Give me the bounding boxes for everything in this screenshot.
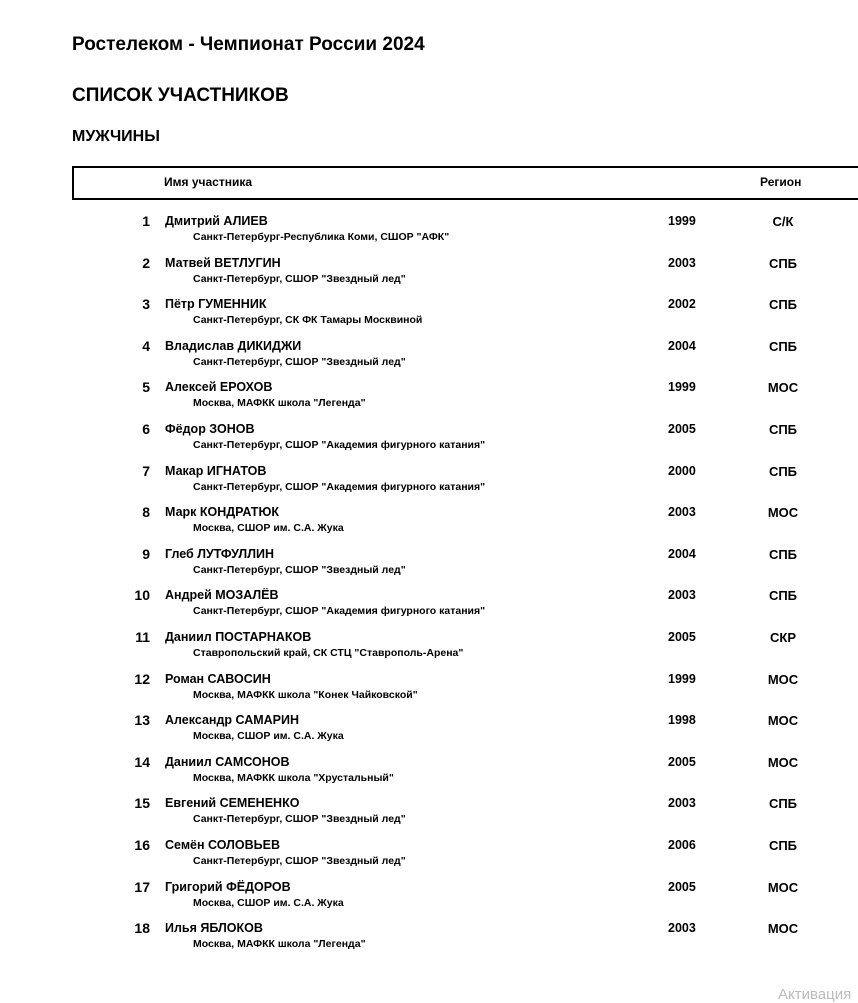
participant-club: Москва, СШОР им. С.А. Жука: [193, 896, 344, 909]
participant-birth-year: 2005: [668, 754, 696, 769]
participant-club: Санкт-Петербург, СШОР "Академия фигурного катания": [193, 438, 486, 451]
participant-row: [0, 338, 858, 380]
participant-club: Москва, МАФКК школа "Легенда": [193, 397, 366, 410]
participant-row: [0, 920, 858, 962]
participant-club: Санкт-Петербург, СК ФК Тамары Москвиной: [193, 314, 423, 327]
header-name-column: Имя участника: [164, 175, 253, 189]
participant-club: Москва, СШОР им. С.А. Жука: [193, 730, 344, 743]
participant-birth-year: 1999: [668, 214, 696, 228]
participant-club: Санкт-Петербург, СШОР "Звездный лед": [193, 272, 406, 285]
participant-name: Владислав ДИКИДЖИ: [165, 338, 302, 353]
participant-row: [0, 879, 858, 921]
participant-number: 1: [142, 213, 150, 229]
participant-name: Алексей ЕРОХОВ: [165, 380, 273, 395]
participant-number: 6: [142, 420, 150, 437]
participant-region: МОС: [767, 505, 799, 521]
participant-row: [0, 712, 858, 754]
participant-club: Санкт-Петербург, СШОР "Звездный лед": [193, 563, 406, 576]
participant-number: 12: [134, 670, 150, 687]
participant-name: Роман САВОСИН: [165, 671, 271, 686]
participant-number: 10: [134, 587, 150, 604]
participant-number: 14: [134, 753, 150, 770]
participant-region: СПБ: [768, 421, 798, 437]
activation-watermark: Активация: [778, 986, 852, 1003]
participant-number: 2: [142, 254, 150, 271]
participant-name: Матвей ВЕТЛУГИН: [165, 255, 281, 270]
participant-birth-year: 2005: [668, 629, 696, 644]
participant-region: СПБ: [768, 546, 798, 562]
participant-number: 8: [142, 504, 150, 521]
participant-birth-year: 2003: [668, 505, 696, 520]
participant-name: Пётр ГУМЕННИК: [165, 297, 267, 312]
participant-region: СПБ: [768, 837, 798, 853]
participant-region: МОС: [767, 879, 799, 895]
participant-name: Евгений СЕМЕНЕНКО: [165, 796, 300, 811]
participant-name: Семён СОЛОВЬЕВ: [165, 837, 281, 852]
participant-birth-year: 2004: [668, 338, 696, 353]
participant-number: 17: [134, 878, 150, 895]
participant-region: МОС: [767, 921, 799, 937]
participant-region: СПБ: [768, 796, 798, 812]
participant-region: МОС: [767, 713, 799, 729]
participant-club: Санкт-Петербург, СШОР "Звездный лед": [193, 355, 406, 368]
participant-region: МОС: [767, 671, 799, 687]
participant-club: Ставропольский край, СК СТЦ "Ставрополь-Арена": [193, 646, 464, 659]
participant-name: Андрей МОЗАЛЁВ: [165, 588, 279, 603]
participant-number: 16: [134, 836, 150, 853]
participant-row: [0, 629, 858, 671]
participant-birth-year: 1998: [668, 713, 696, 728]
participant-region: МОС: [767, 380, 799, 396]
participant-list: [0, 213, 858, 962]
participant-region: СКР: [770, 629, 796, 645]
participant-number: 5: [142, 379, 150, 396]
participant-birth-year: 2003: [668, 588, 696, 603]
participant-club: Санкт-Петербург, СШОР "Звездный лед": [193, 813, 406, 826]
participant-club: Москва, СШОР им. С.А. Жука: [193, 522, 344, 535]
participant-name: Григорий ФЁДОРОВ: [165, 879, 291, 894]
section-heading: МУЖЧИНЫ: [72, 128, 160, 145]
participant-name: Фёдор ЗОНОВ: [165, 421, 255, 436]
participant-row: [0, 795, 858, 837]
participant-birth-year: 1999: [668, 380, 696, 395]
participant-name: Дмитрий АЛИЕВ: [165, 214, 268, 228]
participant-region: С/К: [772, 214, 794, 229]
participant-region: СПБ: [768, 255, 798, 271]
participant-number: 4: [142, 337, 150, 354]
participant-club: Санкт-Петербург, СШОР "Звездный лед": [193, 854, 406, 867]
participant-club: Москва, МАФКК школа "Легенда": [193, 938, 366, 951]
participant-number: 15: [134, 795, 150, 812]
participant-number: 9: [142, 545, 150, 562]
participant-birth-year: 2004: [668, 546, 696, 561]
participant-region: СПБ: [768, 463, 798, 479]
participant-birth-year: 2003: [668, 796, 696, 811]
participant-number: 3: [142, 296, 150, 313]
list-heading: СПИСОК УЧАСТНИКОВ: [72, 85, 289, 106]
participant-club: Москва, МАФКК школа "Хрустальный": [193, 771, 394, 784]
participant-name: Илья ЯБЛОКОВ: [165, 921, 263, 936]
header-region-column: Регион: [760, 175, 802, 189]
participant-row: [0, 837, 858, 879]
participant-club: Санкт-Петербург-Республика Коми, СШОР "АФК": [193, 231, 450, 243]
participant-row: [0, 546, 858, 588]
participant-row: [0, 296, 858, 338]
participant-name: Даниил САМСОНОВ: [165, 754, 290, 769]
participant-birth-year: 2003: [668, 255, 696, 270]
participant-number: 11: [135, 628, 150, 645]
participant-region: СПБ: [768, 338, 798, 354]
participant-birth-year: 2000: [668, 463, 696, 478]
participant-name: Александр САМАРИН: [165, 713, 300, 728]
participant-row: [0, 754, 858, 796]
participant-row: [0, 463, 858, 505]
participant-club: Москва, МАФКК школа "Конек Чайковской": [193, 688, 418, 701]
participant-birth-year: 2005: [668, 879, 696, 894]
participant-region: СПБ: [768, 588, 798, 604]
participant-birth-year: 2003: [668, 921, 696, 936]
participant-name: Макар ИГНАТОВ: [165, 463, 267, 478]
participant-row: [0, 379, 858, 421]
participant-number: 7: [142, 462, 150, 479]
participant-birth-year: 1999: [668, 671, 696, 686]
participant-birth-year: 2002: [668, 297, 696, 312]
participant-birth-year: 2006: [668, 837, 696, 852]
participant-row: [0, 255, 858, 297]
document-title: Ростелеком - Чемпионат России 2024: [72, 34, 425, 55]
participant-row: [0, 587, 858, 629]
participant-name: Глеб ЛУТФУЛЛИН: [165, 546, 274, 561]
participant-number: 18: [134, 920, 150, 937]
participant-row: [0, 671, 858, 713]
participant-club: Санкт-Петербург, СШОР "Академия фигурного катания": [193, 605, 486, 618]
participant-row: [0, 421, 858, 463]
participant-club: Санкт-Петербург, СШОР "Академия фигурного катания": [193, 480, 486, 493]
participant-birth-year: 2005: [668, 421, 696, 436]
participant-name: Марк КОНДРАТЮК: [165, 505, 279, 520]
participant-region: СПБ: [768, 297, 798, 313]
participant-number: 13: [134, 712, 150, 729]
participant-row: [0, 504, 858, 546]
participant-row: [0, 213, 858, 255]
participant-name: Даниил ПОСТАРНАКОВ: [165, 629, 312, 644]
participant-region: МОС: [767, 754, 799, 770]
